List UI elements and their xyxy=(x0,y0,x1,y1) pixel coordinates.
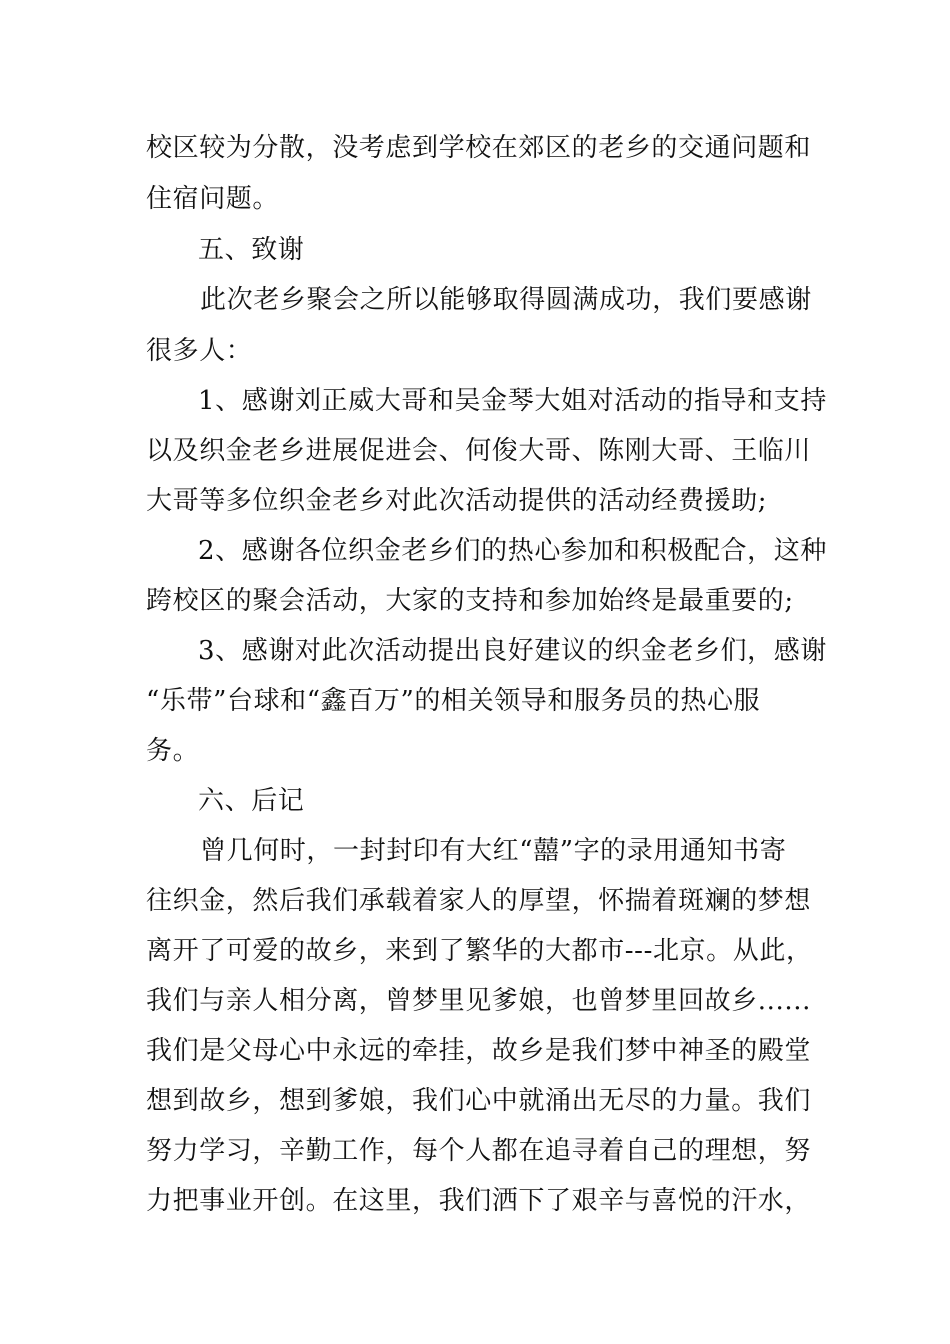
text-line: 3、感谢对此次活动提出良好建议的织金老乡们，感谢 xyxy=(198,636,827,666)
text-line: 以及织金老乡进展促进会、何俊大哥、陈刚大哥、王临川 xyxy=(146,436,812,466)
text-line: “乐带”台球和“鑫百万”的相关领导和服务员的热心服 xyxy=(146,686,761,716)
text-line: 我们与亲人相分离，曾梦里见爹娘，也曾梦里回故乡...... xyxy=(146,986,811,1016)
text-line: 跨校区的聚会活动，大家的支持和参加始终是最重要的; xyxy=(146,586,794,616)
section-heading: 五、致谢 xyxy=(198,235,305,265)
text-line: 住宿问题。 xyxy=(146,184,280,214)
text-line: 1、感谢刘正威大哥和吴金琴大姐对活动的指导和支持 xyxy=(198,386,827,416)
text-line: 力把事业开创。在这里，我们洒下了艰辛与喜悦的汗水， xyxy=(146,1186,812,1216)
text-line: 努力学习，辛勤工作，每个人都在追寻着自己的理想，努 xyxy=(146,1136,812,1166)
text-line: 离开了可爱的故乡，来到了繁华的大都市---北京。从此， xyxy=(146,936,813,966)
text-line: 我们是父母心中永远的牵挂，故乡是我们梦中神圣的殿堂 xyxy=(146,1036,812,1066)
text-line: 此次老乡聚会之所以能够取得圆满成功，我们要感谢 xyxy=(200,285,812,315)
text-line: 2、感谢各位织金老乡们的热心参加和积极配合，这种 xyxy=(198,536,827,566)
section-heading: 六、后记 xyxy=(198,786,305,816)
text-line: 往织金，然后我们承载着家人的厚望，怀揣着斑斓的梦想 xyxy=(146,886,812,916)
text-line: 想到故乡，想到爹娘，我们心中就涌出无尽的力量。我们 xyxy=(146,1086,812,1116)
text-line: 曾几何时，一封封印有大红“囍”字的录用通知书寄 xyxy=(200,836,787,866)
text-line: 校区较为分散，没考虑到学校在郊区的老乡的交通问题和 xyxy=(146,133,812,163)
text-line: 很多人： xyxy=(146,336,253,366)
text-line: 大哥等多位织金老乡对此次活动提供的活动经费援助; xyxy=(146,486,768,516)
text-line: 务。 xyxy=(146,736,200,766)
